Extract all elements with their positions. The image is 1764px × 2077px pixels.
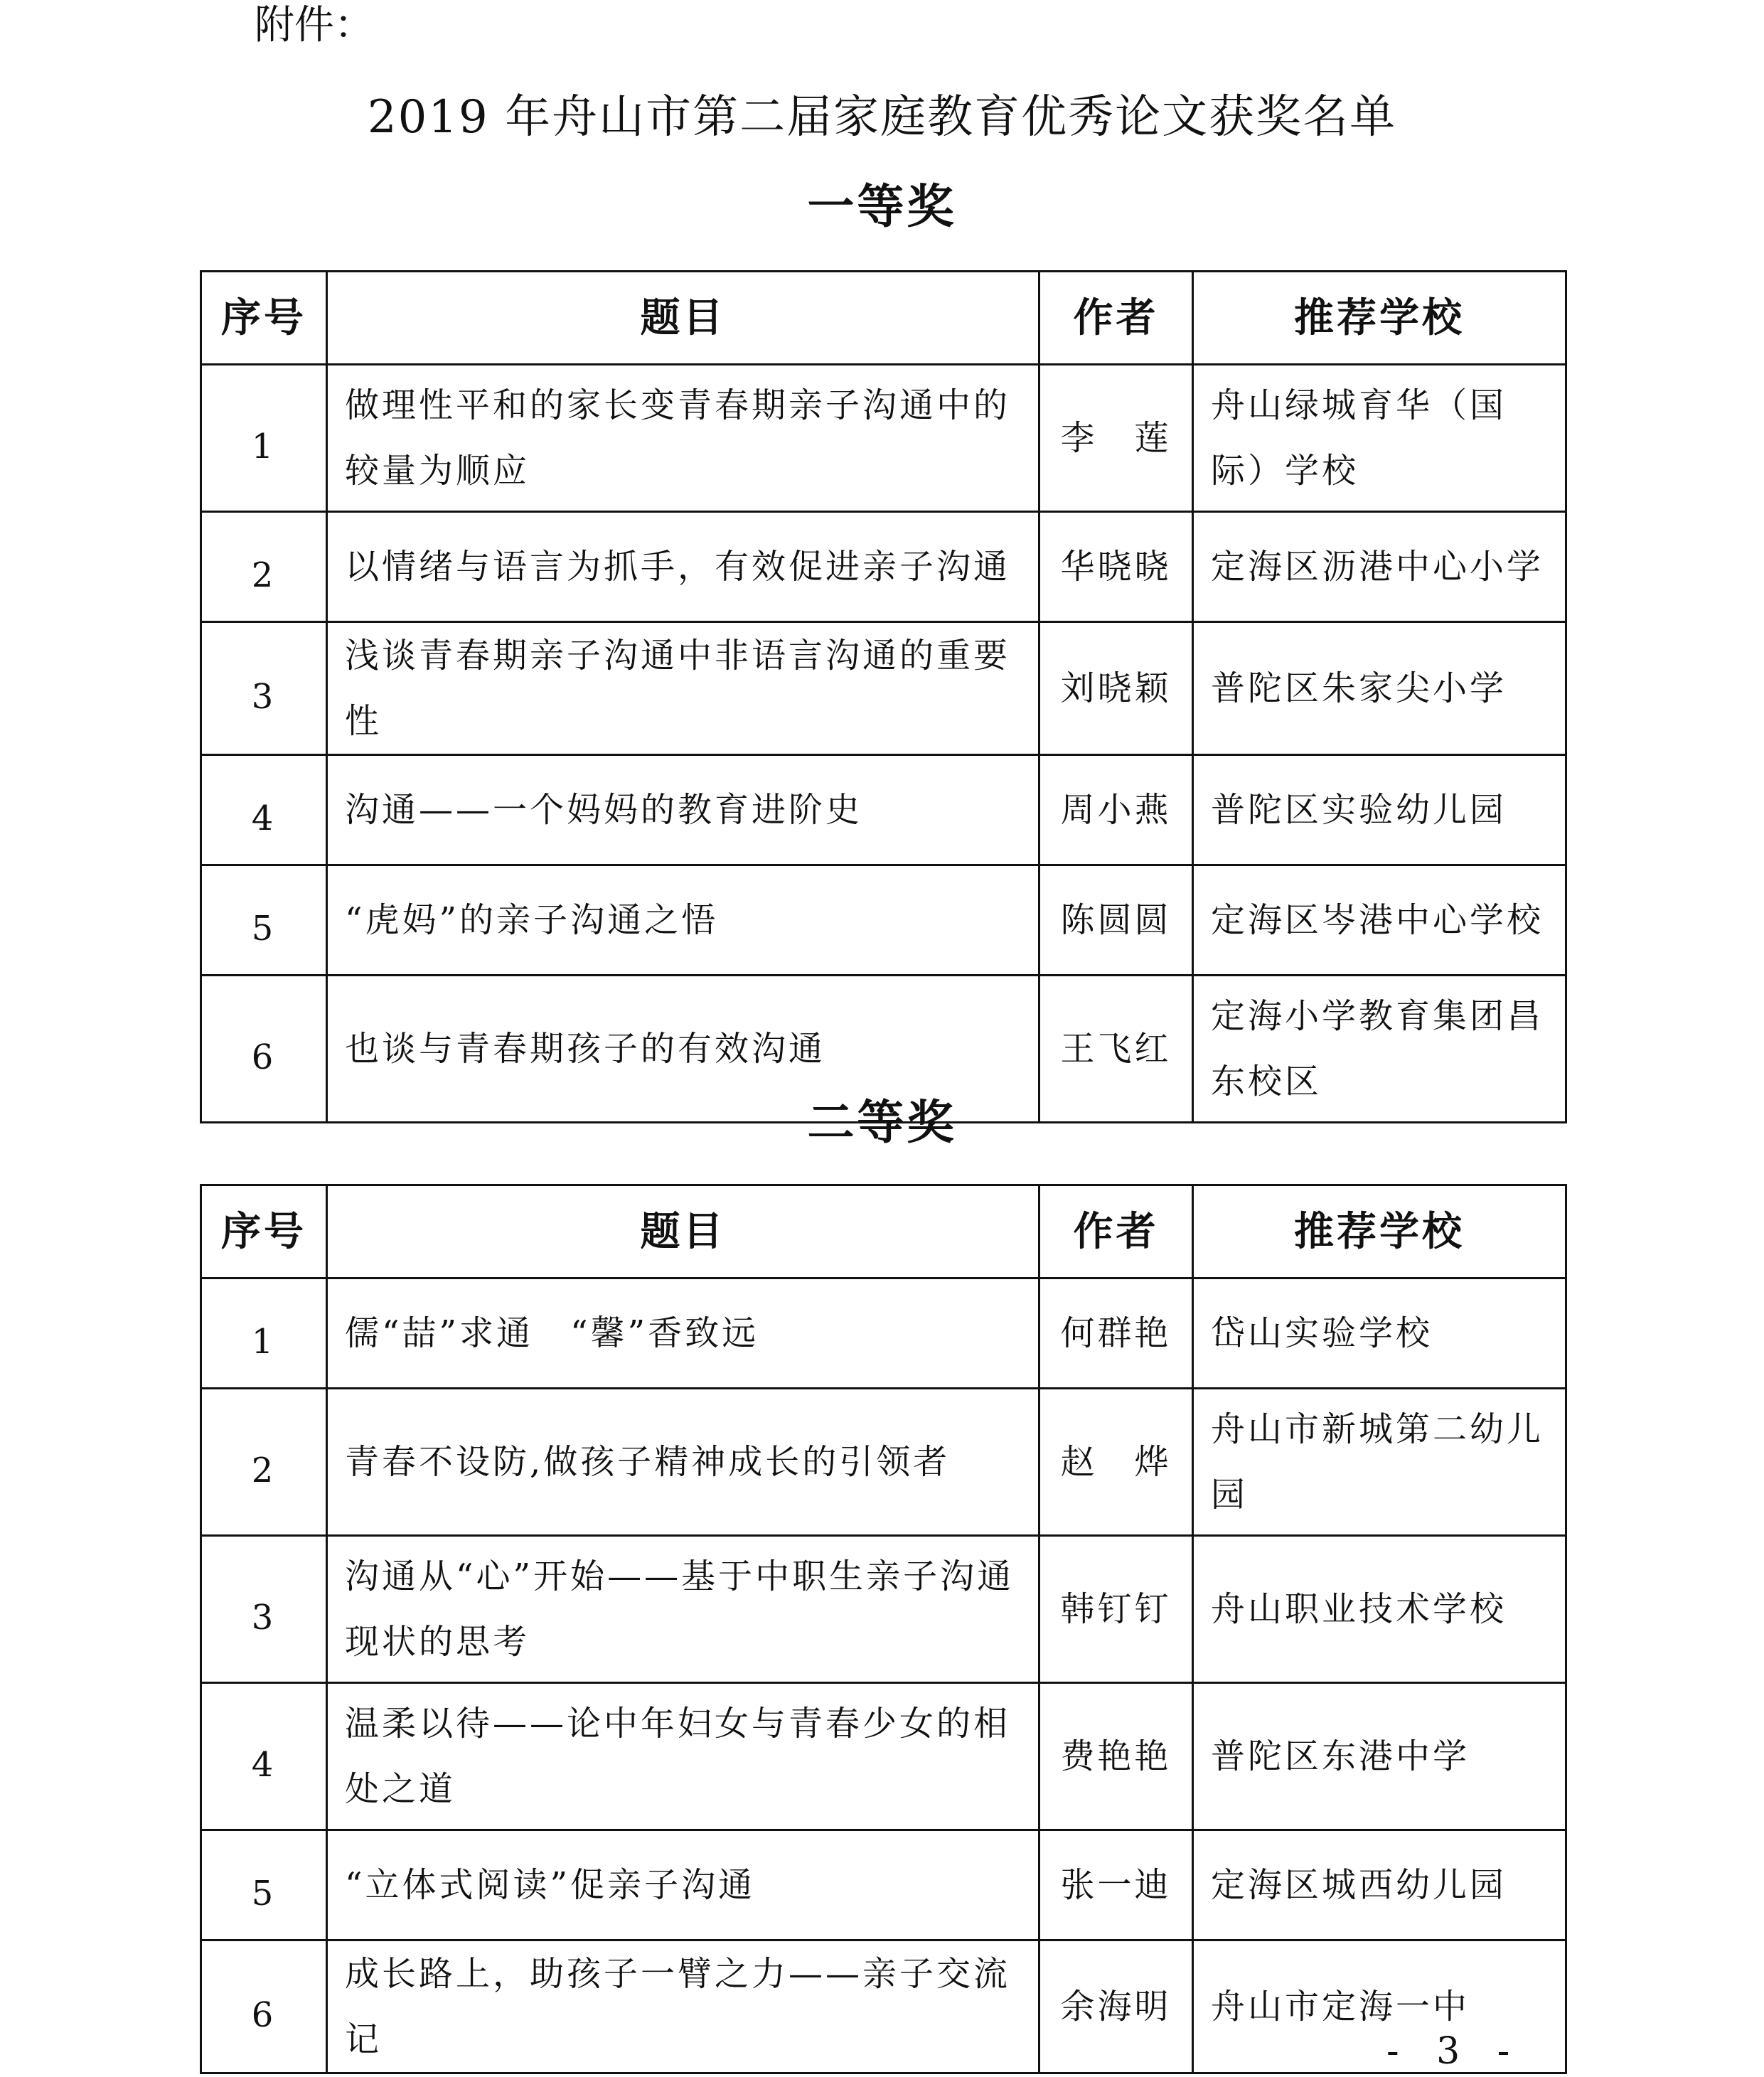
row-num: 6	[201, 1940, 327, 2073]
header-school: 推荐学校	[1193, 272, 1566, 365]
row-num: 5	[201, 1830, 327, 1940]
row-author: 韩钉钉	[1039, 1536, 1193, 1683]
row-author: 王飞红	[1039, 976, 1193, 1123]
header-num: 序号	[201, 272, 327, 365]
row-author: 李 莲	[1039, 365, 1193, 512]
row-title: 成长路上，助孩子一臂之力——亲子交流记	[327, 1940, 1039, 2073]
row-author: 余海明	[1039, 1940, 1193, 2073]
row-author: 赵 烨	[1039, 1389, 1193, 1536]
row-school: 舟山职业技术学校	[1193, 1536, 1566, 1683]
first-prize-table	[200, 270, 1567, 1123]
table-row	[201, 622, 1566, 755]
header-author: 作者	[1039, 1185, 1193, 1278]
row-school: 舟山市定海一中	[1193, 1940, 1566, 2073]
row-title: 做理性平和的家长变青春期亲子沟通中的较量为顺应	[327, 365, 1039, 512]
table-row	[201, 512, 1566, 622]
row-school: 普陀区东港中学	[1193, 1683, 1566, 1830]
attachment-label: 附件：	[255, 2, 374, 48]
row-title: 儒“喆”求通 “馨”香致远	[327, 1278, 1039, 1389]
header-title: 题目	[327, 272, 1039, 365]
table-row	[201, 755, 1566, 865]
table-row	[201, 1940, 1566, 2073]
row-author: 张一迪	[1039, 1830, 1193, 1940]
row-school: 定海小学教育集团昌东校区	[1193, 976, 1566, 1123]
table-row	[201, 1278, 1566, 1389]
row-num: 2	[201, 1389, 327, 1536]
table-header-row	[201, 272, 1566, 365]
row-num: 3	[201, 622, 327, 755]
table-row	[201, 865, 1566, 976]
table-row	[201, 1389, 1566, 1536]
row-school: 普陀区朱家尖小学	[1193, 622, 1566, 755]
second-prize-table	[200, 1184, 1567, 2074]
row-school: 舟山绿城育华（国际）学校	[1193, 365, 1566, 512]
row-title: 沟通从“心”开始——基于中职生亲子沟通现状的思考	[327, 1536, 1039, 1683]
row-title: 沟通——一个妈妈的教育进阶史	[327, 755, 1039, 865]
row-author: 华晓晓	[1039, 512, 1193, 622]
row-school: 舟山市新城第二幼儿园	[1193, 1389, 1566, 1536]
table-row	[201, 365, 1566, 512]
document-title: 2019 年舟山市第二届家庭教育优秀论文获奖名单	[367, 91, 1397, 144]
table-row	[201, 1536, 1566, 1683]
row-author: 刘晓颖	[1039, 622, 1193, 755]
row-author: 陈圆圆	[1039, 865, 1193, 976]
row-num: 5	[201, 865, 327, 976]
row-school: 定海区岑港中心学校	[1193, 865, 1566, 976]
row-title: 温柔以待——论中年妇女与青春少女的相处之道	[327, 1683, 1039, 1830]
header-author: 作者	[1039, 272, 1193, 365]
row-num: 6	[201, 976, 327, 1123]
row-author: 何群艳	[1039, 1278, 1193, 1389]
row-num: 4	[201, 755, 327, 865]
row-title: 青春不设防,做孩子精神成长的引领者	[327, 1389, 1039, 1536]
section-title-first-prize: 一等奖	[807, 178, 957, 234]
row-num: 3	[201, 1536, 327, 1683]
row-title: 以情绪与语言为抓手，有效促进亲子沟通	[327, 512, 1039, 622]
row-num: 2	[201, 512, 327, 622]
row-school: 定海区沥港中心小学	[1193, 512, 1566, 622]
section-title-second-prize: 二等奖	[807, 1094, 957, 1150]
row-num: 1	[201, 1278, 327, 1389]
row-title: 也谈与青春期孩子的有效沟通	[327, 976, 1039, 1123]
row-title: “虎妈”的亲子沟通之悟	[327, 865, 1039, 976]
row-num: 4	[201, 1683, 327, 1830]
row-title: 浅谈青春期亲子沟通中非语言沟通的重要性	[327, 622, 1039, 755]
row-author: 周小燕	[1039, 755, 1193, 865]
table-header-row	[201, 1185, 1566, 1278]
header-num: 序号	[201, 1185, 327, 1278]
table-row	[201, 1830, 1566, 1940]
row-school: 定海区城西幼儿园	[1193, 1830, 1566, 1940]
header-school: 推荐学校	[1193, 1185, 1566, 1278]
page-number: - 3 -	[1386, 2030, 1523, 2073]
row-title: “立体式阅读”促亲子沟通	[327, 1830, 1039, 1940]
row-num: 1	[201, 365, 327, 512]
row-school: 岱山实验学校	[1193, 1278, 1566, 1389]
row-author: 费艳艳	[1039, 1683, 1193, 1830]
row-school: 普陀区实验幼儿园	[1193, 755, 1566, 865]
table-row	[201, 1683, 1566, 1830]
header-title: 题目	[327, 1185, 1039, 1278]
